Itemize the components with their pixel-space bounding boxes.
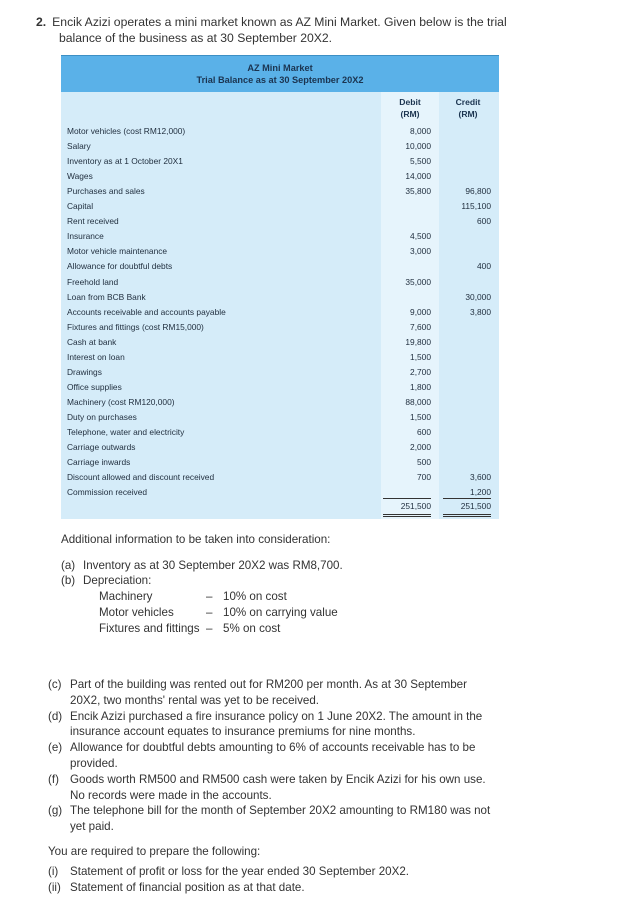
item-b-text: Depreciation:	[83, 574, 152, 587]
row-label: Carriage outwards	[67, 442, 136, 453]
row-debit: 7,600	[410, 321, 431, 332]
credit-column-header	[439, 96, 497, 120]
item-text: Encik Azizi purchased a fire insurance policy on 1 June 20X2. The amount in the insurance account equates to insurance premiums for nine months.	[70, 709, 483, 739]
debit-column-header	[381, 96, 439, 120]
row-label: Accounts receivable and accounts payable	[67, 306, 226, 317]
row-label: Cash at bank	[67, 336, 117, 347]
row-label: Rent received	[67, 216, 119, 227]
depreciation-dash: –	[206, 621, 213, 635]
row-credit: 400	[477, 261, 491, 272]
depreciation-rate: 5% on cost	[223, 621, 281, 635]
table-row	[61, 244, 499, 259]
row-debit: 10,000	[405, 141, 431, 152]
depreciation-row	[99, 605, 561, 621]
row-label: Interest on loan	[67, 351, 125, 362]
row-label: Inventory as at 1 October 20X1	[67, 156, 183, 167]
item-text: The telephone bill for the month of September 20X2 amounting to RM180 was not yet paid.	[70, 804, 491, 834]
row-debit: 1,500	[410, 411, 431, 422]
trial-balance-title: AZ Mini Market	[247, 63, 313, 73]
additional-information	[61, 532, 561, 637]
item-a-text: Inventory as at 30 September 20X2 was RM8,700.	[83, 558, 343, 572]
item-text: Part of the building was rented out for RM200 per month. As at 30 September 20X2, two months' rental was yet to be received.	[70, 678, 467, 707]
list-item	[48, 803, 498, 835]
row-credit: 3,800	[470, 306, 491, 317]
row-label: Carriage inwards	[67, 457, 131, 468]
row-label: Duty on purchases	[67, 411, 137, 422]
required-item	[48, 864, 498, 880]
row-credit: 115,100	[461, 201, 491, 212]
required-heading: You are required to prepare the following:	[48, 844, 261, 858]
row-label: Telephone, water and electricity	[67, 427, 185, 437]
depreciation-asset: Motor vehicles	[99, 605, 174, 619]
row-label: Purchases and sales	[67, 186, 145, 197]
row-debit: 3,000	[410, 246, 431, 257]
required-marker: (i)	[48, 864, 59, 878]
table-row	[61, 169, 499, 184]
row-label: Drawings	[67, 366, 102, 377]
table-row	[61, 455, 499, 470]
item-b-marker: (b)	[61, 574, 76, 587]
trial-balance-subtitle: Trial Balance as at 30 September 20X2	[196, 75, 364, 85]
depreciation-row	[99, 589, 561, 605]
question-intro	[36, 14, 596, 46]
table-row	[61, 275, 499, 290]
row-credit: 3,600	[470, 472, 491, 483]
row-debit: 35,800	[405, 186, 431, 197]
table-row	[61, 124, 499, 139]
table-row	[61, 395, 499, 410]
table-row	[61, 139, 499, 154]
table-row	[61, 229, 499, 244]
row-debit: 19,800	[405, 336, 431, 347]
table-row	[61, 470, 499, 485]
row-debit: 35,000	[405, 276, 431, 287]
row-debit: 5,500	[410, 156, 431, 167]
table-row	[61, 350, 499, 365]
row-label: Freehold land	[67, 276, 119, 287]
item-a-marker: (a)	[61, 558, 76, 572]
row-debit: 2,700	[410, 366, 431, 377]
table-row	[61, 214, 499, 229]
depreciation-row	[99, 621, 561, 637]
row-debit: 2,000	[410, 442, 431, 453]
list-item	[48, 709, 498, 741]
row-credit: 1,200	[470, 487, 491, 498]
row-credit: 30,000	[465, 291, 491, 302]
table-row	[61, 365, 499, 380]
row-debit: 1,500	[410, 351, 431, 362]
credit-header-unit: (RM)	[458, 109, 478, 119]
trial-balance-table	[61, 92, 499, 519]
row-credit: 600	[477, 216, 491, 227]
row-label: Fixtures and fittings (cost RM15,000)	[67, 321, 204, 332]
row-label: Loan from BCB Bank	[67, 291, 146, 302]
totals-row	[61, 498, 499, 514]
required-marker: (ii)	[48, 880, 61, 894]
table-row	[61, 305, 499, 320]
row-debit: 8,000	[410, 126, 431, 136]
additional-heading: Additional information to be taken into consideration:	[61, 533, 331, 546]
list-item	[48, 677, 498, 709]
table-row	[61, 380, 499, 395]
list-item	[48, 740, 498, 772]
intro-line-1: Encik Azizi operates a mini market known as AZ Mini Market. Given below is the trial	[52, 15, 507, 29]
row-label: Salary	[67, 141, 91, 152]
depreciation-dash: –	[206, 605, 213, 619]
table-row	[61, 154, 499, 169]
row-debit: 4,500	[410, 231, 431, 242]
depreciation-dash: –	[206, 589, 213, 603]
total-debit: 251,500	[383, 498, 431, 517]
row-label: Allowance for doubtful debts	[67, 261, 173, 272]
additional-item-list	[48, 677, 498, 835]
row-label: Insurance	[67, 231, 104, 242]
depreciation-rate: 10% on carrying value	[223, 605, 338, 619]
required-list	[48, 864, 498, 896]
question-number: 2.	[36, 15, 47, 29]
row-label: Machinery (cost RM120,000)	[67, 396, 175, 407]
table-row	[61, 290, 499, 305]
row-label: Commission received	[67, 487, 148, 498]
row-debit: 600	[417, 427, 431, 437]
row-label: Capital	[67, 201, 94, 212]
row-label: Office supplies	[67, 381, 122, 392]
depreciation-rate: 10% on cost	[223, 589, 287, 603]
debit-header-label: Debit	[399, 97, 421, 107]
total-credit: 251,500	[443, 498, 491, 517]
table-row	[61, 184, 499, 199]
row-debit: 700	[417, 472, 431, 483]
table-row	[61, 425, 499, 440]
item-text: Goods worth RM500 and RM500 cash were taken by Encik Azizi for his own use. No records were made in the accounts.	[70, 772, 486, 802]
depreciation-asset: Machinery	[99, 589, 153, 603]
row-label: Motor vehicle maintenance	[67, 246, 168, 257]
row-debit: 500	[417, 457, 431, 468]
table-row	[61, 440, 499, 455]
item-marker: (f)	[48, 772, 59, 786]
row-debit: 88,000	[405, 396, 431, 407]
trial-balance-header	[61, 55, 499, 93]
table-row	[61, 259, 499, 274]
required-text: Statement of profit or loss for the year ended 30 September 20X2.	[70, 864, 409, 878]
required-item	[48, 880, 498, 896]
row-debit: 14,000	[405, 171, 431, 182]
intro-line-2: balance of the business as at 30 September 20X2.	[59, 31, 333, 45]
item-marker: (c)	[48, 678, 62, 691]
row-debit: 9,000	[410, 306, 431, 317]
row-label: Motor vehicles (cost RM12,000)	[67, 126, 186, 136]
table-row	[61, 410, 499, 425]
item-text: Allowance for doubtful debts amounting to 6% of accounts receivable has to be provided.	[70, 741, 476, 770]
item-b	[61, 573, 561, 589]
item-marker: (e)	[48, 741, 63, 755]
row-credit: 96,800	[465, 186, 491, 197]
depreciation-table	[99, 589, 561, 637]
row-label: Discount allowed and discount received	[67, 472, 215, 483]
item-a	[61, 558, 561, 574]
debit-header-unit: (RM)	[400, 109, 420, 119]
row-debit: 1,800	[410, 381, 431, 392]
item-marker: (g)	[48, 804, 63, 818]
table-row	[61, 320, 499, 335]
list-item	[48, 772, 498, 804]
table-row	[61, 199, 499, 214]
depreciation-asset: Fixtures and fittings	[99, 621, 200, 635]
item-marker: (d)	[48, 709, 63, 723]
credit-header-label: Credit	[455, 97, 481, 107]
additional-items	[48, 677, 498, 895]
required-text: Statement of financial position as at that date.	[70, 880, 305, 894]
table-row	[61, 335, 499, 350]
row-label: Wages	[67, 171, 93, 182]
